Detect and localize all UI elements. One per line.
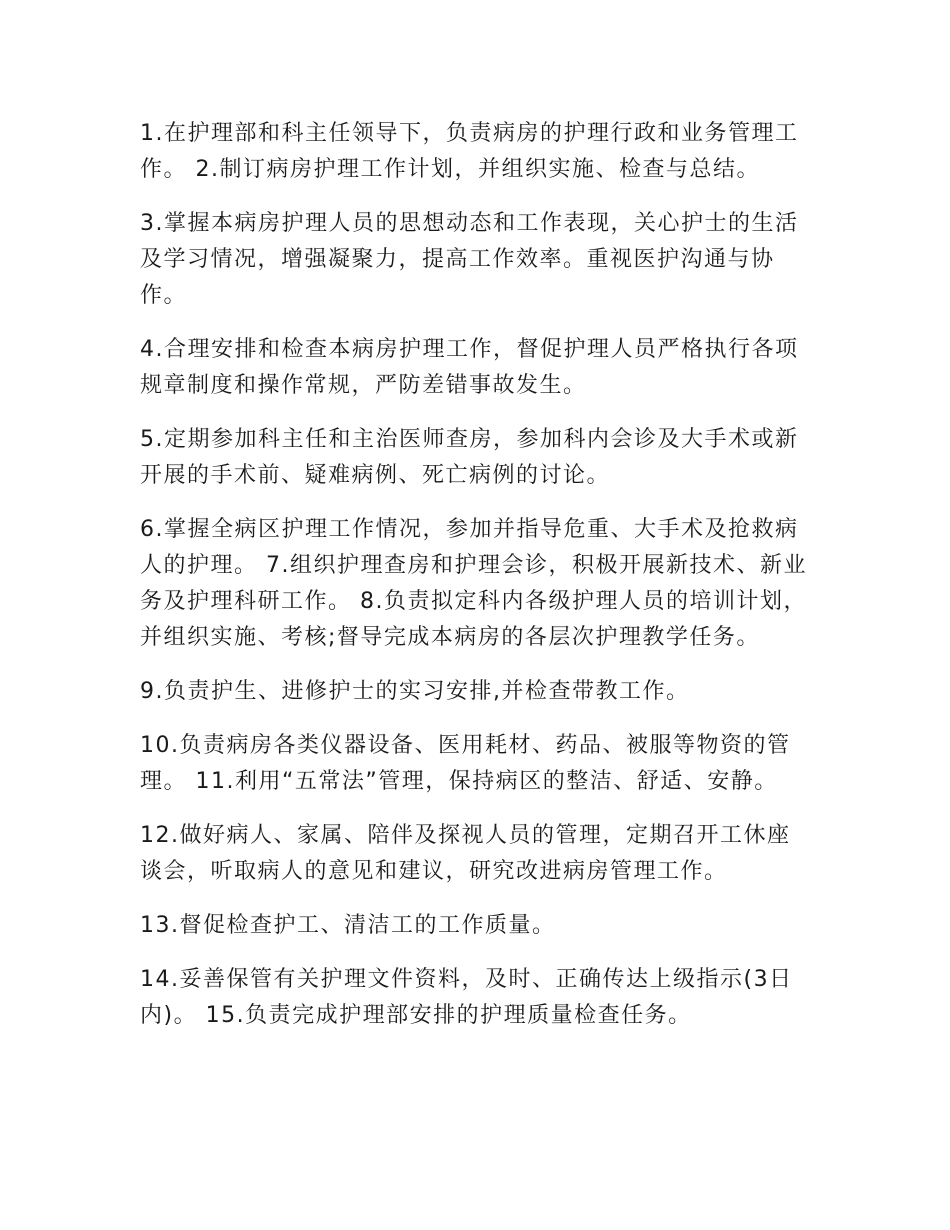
paragraph-9: 9.负责护生、进修护士的实习安排,并检查带教工作。 bbox=[140, 679, 690, 704]
paragraph-12: 12.做好病人、家属、陪伴及探视人员的管理，定期召开工休座谈会，听取病人的意见和建议，研究改进病房管理工作。 bbox=[140, 823, 791, 884]
document-body bbox=[140, 116, 812, 1052]
paragraph-14: 14.妥善保管有关护理文件资料，及时、正确传达上级指示(3日内)。 15.负责完成护理部安排的护理质量检查任务。 bbox=[140, 967, 793, 1028]
paragraph-3: 3.掌握本病房护理人员的思想动态和工作表现，关心护士的生活及学习情况，增强凝聚力，提高工作效率。重视医护沟通与协作。 bbox=[140, 211, 799, 308]
paragraph-4: 4.合理安排和检查本病房护理工作，督促护理人员严格执行各项规章制度和操作常规，严防差错事故发生。 bbox=[140, 337, 799, 398]
paragraph-6: 6.掌握全病区护理工作情况，参加并指导危重、大手术及抢救病人的护理。 7.组织护理查房和护理会诊，积极开展新技术、新业务及护理科研工作。 8.负责拟定科内各级护理人员的培训计划，并组织实施、考核;督导完成本病房的各层次护理教学任务。 bbox=[140, 517, 807, 650]
paragraph-5: 5.定期参加科主任和主治医师查房，参加科内会诊及大手术或新开展的手术前、疑难病例、死亡病例的讨论。 bbox=[140, 427, 799, 488]
paragraph-1: 1.在护理部和科主任领导下，负责病房的护理行政和业务管理工作。 2.制订病房护理工作计划，并组织实施、检查与总结。 bbox=[140, 121, 799, 182]
paragraph-10: 10.负责病房各类仪器设备、医用耗材、药品、被服等物资的管理。 11.利用“五常法”管理，保持病区的整洁、舒适、安静。 bbox=[140, 733, 791, 794]
paragraph-13: 13.督促检查护工、清洁工的工作质量。 bbox=[140, 913, 556, 938]
